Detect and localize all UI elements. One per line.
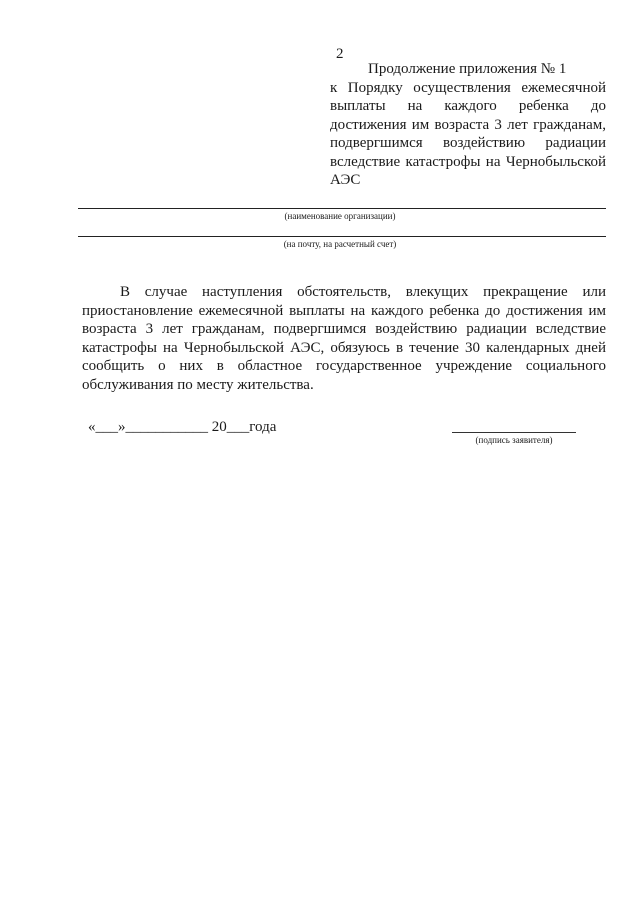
payment-method-line [78,236,606,237]
signature-caption: (подпись заявителя) [475,435,553,445]
date-field: «___»___________ 20___года [88,419,277,435]
appendix-header [330,60,606,190]
appendix-reference: к Порядку осуществления ежемесячной выплаты на каждого ребенка до достижения им возраста 3 лет гражданам, подвергшимся воздействию радиации вследствие катастрофы на Чернобыльской АЭС [330,79,606,188]
payment-method-caption: (на почту, на расчетный счет) [283,239,397,249]
appendix-title: Продолжение приложения № 1 [368,61,567,77]
obligation-paragraph: В случае наступления обстоятельств, влекущих прекращение или приостановление ежемесячной выплаты на каждого ребенка до достижения им возраста 3 лет гражданам, подвергшимся воздействию радиации вследствие катастрофы на Чернобыльской АЭС, обязуюсь в течение 30 календарных дней сообщить о них в областное государственное учреждение социального обслуживания по месту жительства. [82,284,606,393]
page-number: 2 [336,46,344,62]
signature-line [452,432,576,433]
organization-caption: (наименование организации) [284,211,396,221]
organization-line [78,208,606,209]
